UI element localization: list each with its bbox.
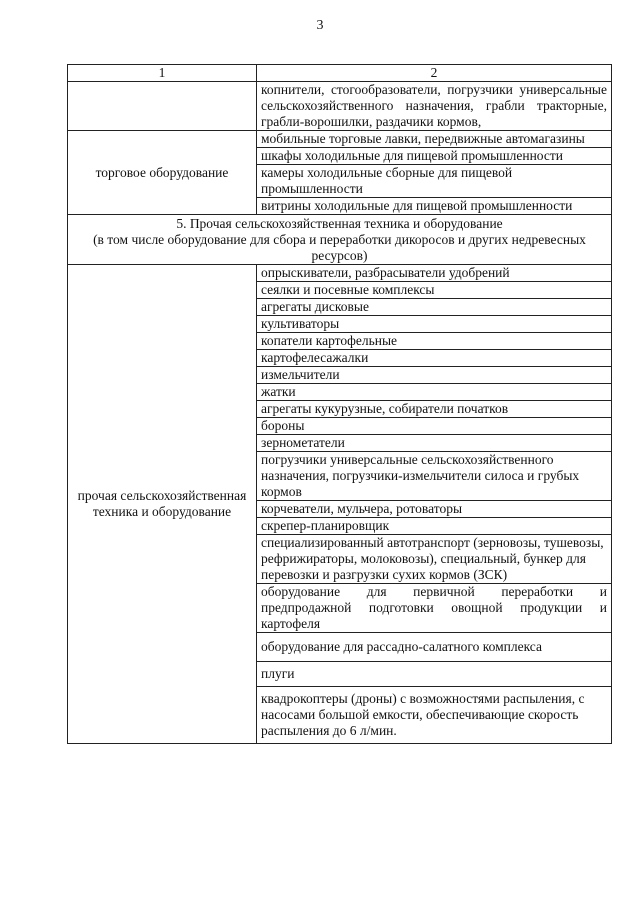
section-heading-row	[68, 215, 612, 265]
category-other-equipment: прочая сельскохозяйственная техника и оборудование	[68, 265, 257, 744]
item-cell: копатели картофельные	[257, 333, 612, 350]
table-row	[68, 131, 612, 148]
table-header-row	[68, 65, 612, 82]
item-cell: картофелесажалки	[257, 350, 612, 367]
item-cell: бороны	[257, 418, 612, 435]
header-col-2: 2	[257, 65, 612, 82]
category-trade-equipment: торговое оборудование	[68, 131, 257, 215]
item-cell: оборудование для первичной переработки и предпродажной подготовки овощной продукции и картофеля	[257, 584, 612, 633]
item-cell: измельчители	[257, 367, 612, 384]
item-cell: витрины холодильные для пищевой промышленности	[257, 198, 612, 215]
item-cell: сеялки и посевные комплексы	[257, 282, 612, 299]
item-cell: копнители, стогообразователи, погрузчики универсальные сельскохозяйственного назначения, грабли тракторные, грабли-ворошилки, раздачики кормов,	[257, 82, 612, 131]
section-subtitle: (в том числе оборудование для сбора и переработки дикоросов и других недревесных ресурсов)	[93, 232, 586, 263]
table-row	[68, 82, 612, 131]
item-cell: оборудование для рассадно-салатного комплекса	[257, 633, 612, 662]
equipment-table	[67, 64, 612, 744]
table-row	[68, 265, 612, 282]
item-cell: мобильные торговые лавки, передвижные автомагазины	[257, 131, 612, 148]
item-cell: культиваторы	[257, 316, 612, 333]
item-cell: жатки	[257, 384, 612, 401]
item-cell: шкафы холодильные для пищевой промышленности	[257, 148, 612, 165]
empty-cell	[68, 82, 257, 131]
header-col-1: 1	[68, 65, 257, 82]
item-cell: погрузчики универсальные сельскохозяйственного назначения, погрузчики-измельчители силоса и грубых кормов	[257, 452, 612, 501]
section-heading	[68, 215, 612, 265]
page-number: 3	[316, 18, 324, 33]
item-cell: агрегаты дисковые	[257, 299, 612, 316]
item-cell: камеры холодильные сборные для пищевой промышленности	[257, 165, 612, 198]
item-cell: специализированный автотранспорт (зерновозы, тушевозы, рефрижираторы, молоковозы), специальный, бункер для перевозки и разгрузки сухих кормов (ЗСК)	[257, 535, 612, 584]
item-cell: корчеватели, мульчера, ротоваторы	[257, 501, 612, 518]
item-cell: агрегаты кукурузные, собиратели початков	[257, 401, 612, 418]
item-cell: опрыскиватели, разбрасыватели удобрений	[257, 265, 612, 282]
item-cell: зернометатели	[257, 435, 612, 452]
item-cell: плуги	[257, 662, 612, 687]
section-title: 5. Прочая сельскохозяйственная техника и оборудование	[176, 216, 503, 231]
item-cell: квадрокоптеры (дроны) с возможностями распыления, с насосами большой емкости, обеспечивающие скорость распыления до 6 л/мин.	[257, 687, 612, 744]
item-cell: скрепер-планировщик	[257, 518, 612, 535]
